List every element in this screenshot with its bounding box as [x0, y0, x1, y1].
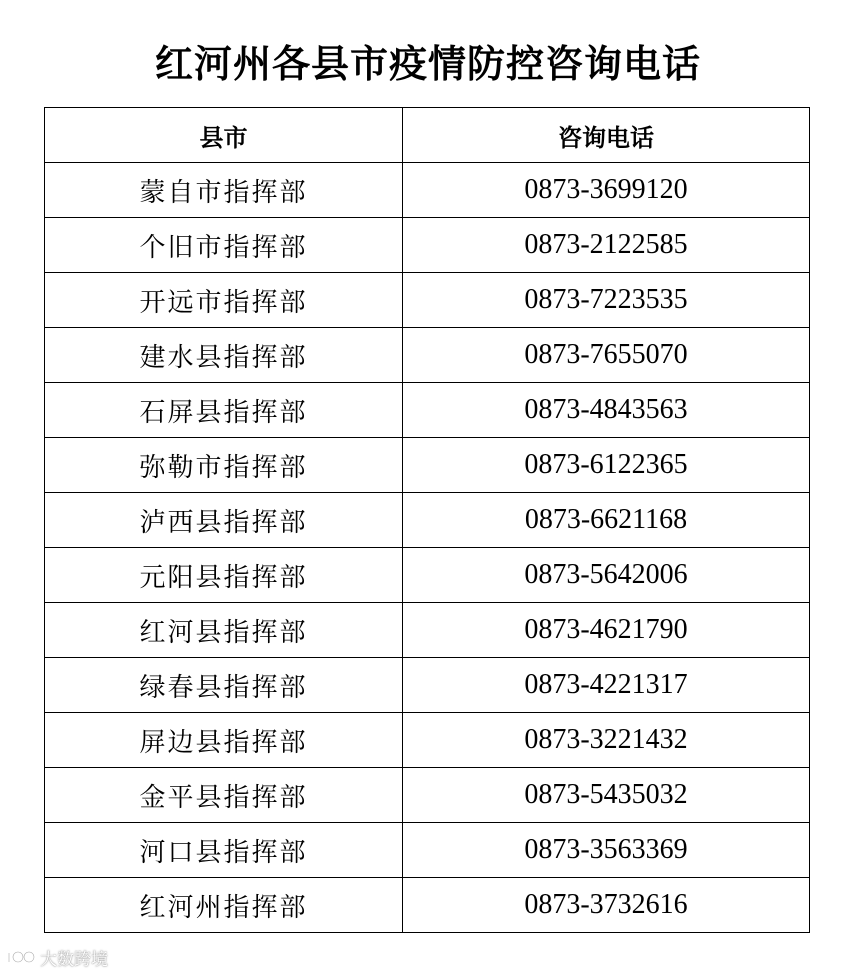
table-header-row [45, 108, 810, 163]
row-name: 元阳县指挥部 [45, 548, 403, 603]
row-name: 红河县指挥部 [45, 603, 403, 658]
row-phone: 0873-5642006 [403, 548, 810, 603]
row-phone: 0873-2122585 [403, 218, 810, 273]
row-phone: 0873-7655070 [403, 328, 810, 383]
row-phone: 0873-3221432 [403, 713, 810, 768]
row-phone: 0873-4843563 [403, 383, 810, 438]
table-row [45, 658, 810, 713]
row-phone: 0873-7223535 [403, 273, 810, 328]
table-row [45, 383, 810, 438]
table-row [45, 438, 810, 493]
table-row [45, 548, 810, 603]
watermark-text: 大数跨境 [40, 949, 108, 970]
table-row [45, 768, 810, 823]
row-name: 弥勒市指挥部 [45, 438, 403, 493]
page-title: 红河州各县市疫情防控咨询电话 [154, 42, 701, 86]
table-body [45, 163, 810, 933]
row-name: 泸西县指挥部 [45, 493, 403, 548]
row-phone: 0873-3699120 [403, 163, 810, 218]
row-name: 建水县指挥部 [45, 328, 403, 383]
table-row [45, 603, 810, 658]
table-row [45, 218, 810, 273]
row-phone: 0873-4221317 [403, 658, 810, 713]
table-row [45, 823, 810, 878]
table-row [45, 493, 810, 548]
row-phone: 0873-3732616 [403, 878, 810, 933]
row-name: 红河州指挥部 [45, 878, 403, 933]
row-name: 金平县指挥部 [45, 768, 403, 823]
table-row [45, 878, 810, 933]
row-phone: 0873-6122365 [403, 438, 810, 493]
row-phone: 0873-5435032 [403, 768, 810, 823]
row-name: 蒙自市指挥部 [45, 163, 403, 218]
row-phone: 0873-6621168 [403, 493, 810, 548]
row-name: 屏边县指挥部 [45, 713, 403, 768]
row-name: 个旧市指挥部 [45, 218, 403, 273]
hotline-table [44, 107, 810, 933]
row-phone: 0873-3563369 [403, 823, 810, 878]
table-row [45, 273, 810, 328]
table-row [45, 713, 810, 768]
row-name: 绿春县指挥部 [45, 658, 403, 713]
table-row [45, 163, 810, 218]
watermark-logo-icon [6, 947, 36, 967]
row-name: 河口县指挥部 [45, 823, 403, 878]
row-name: 开远市指挥部 [45, 273, 403, 328]
table-row [45, 328, 810, 383]
header-phone: 咨询电话 [403, 108, 810, 163]
row-phone: 0873-4621790 [403, 603, 810, 658]
watermark [6, 944, 108, 970]
row-name: 石屏县指挥部 [45, 383, 403, 438]
header-county: 县市 [45, 108, 403, 163]
